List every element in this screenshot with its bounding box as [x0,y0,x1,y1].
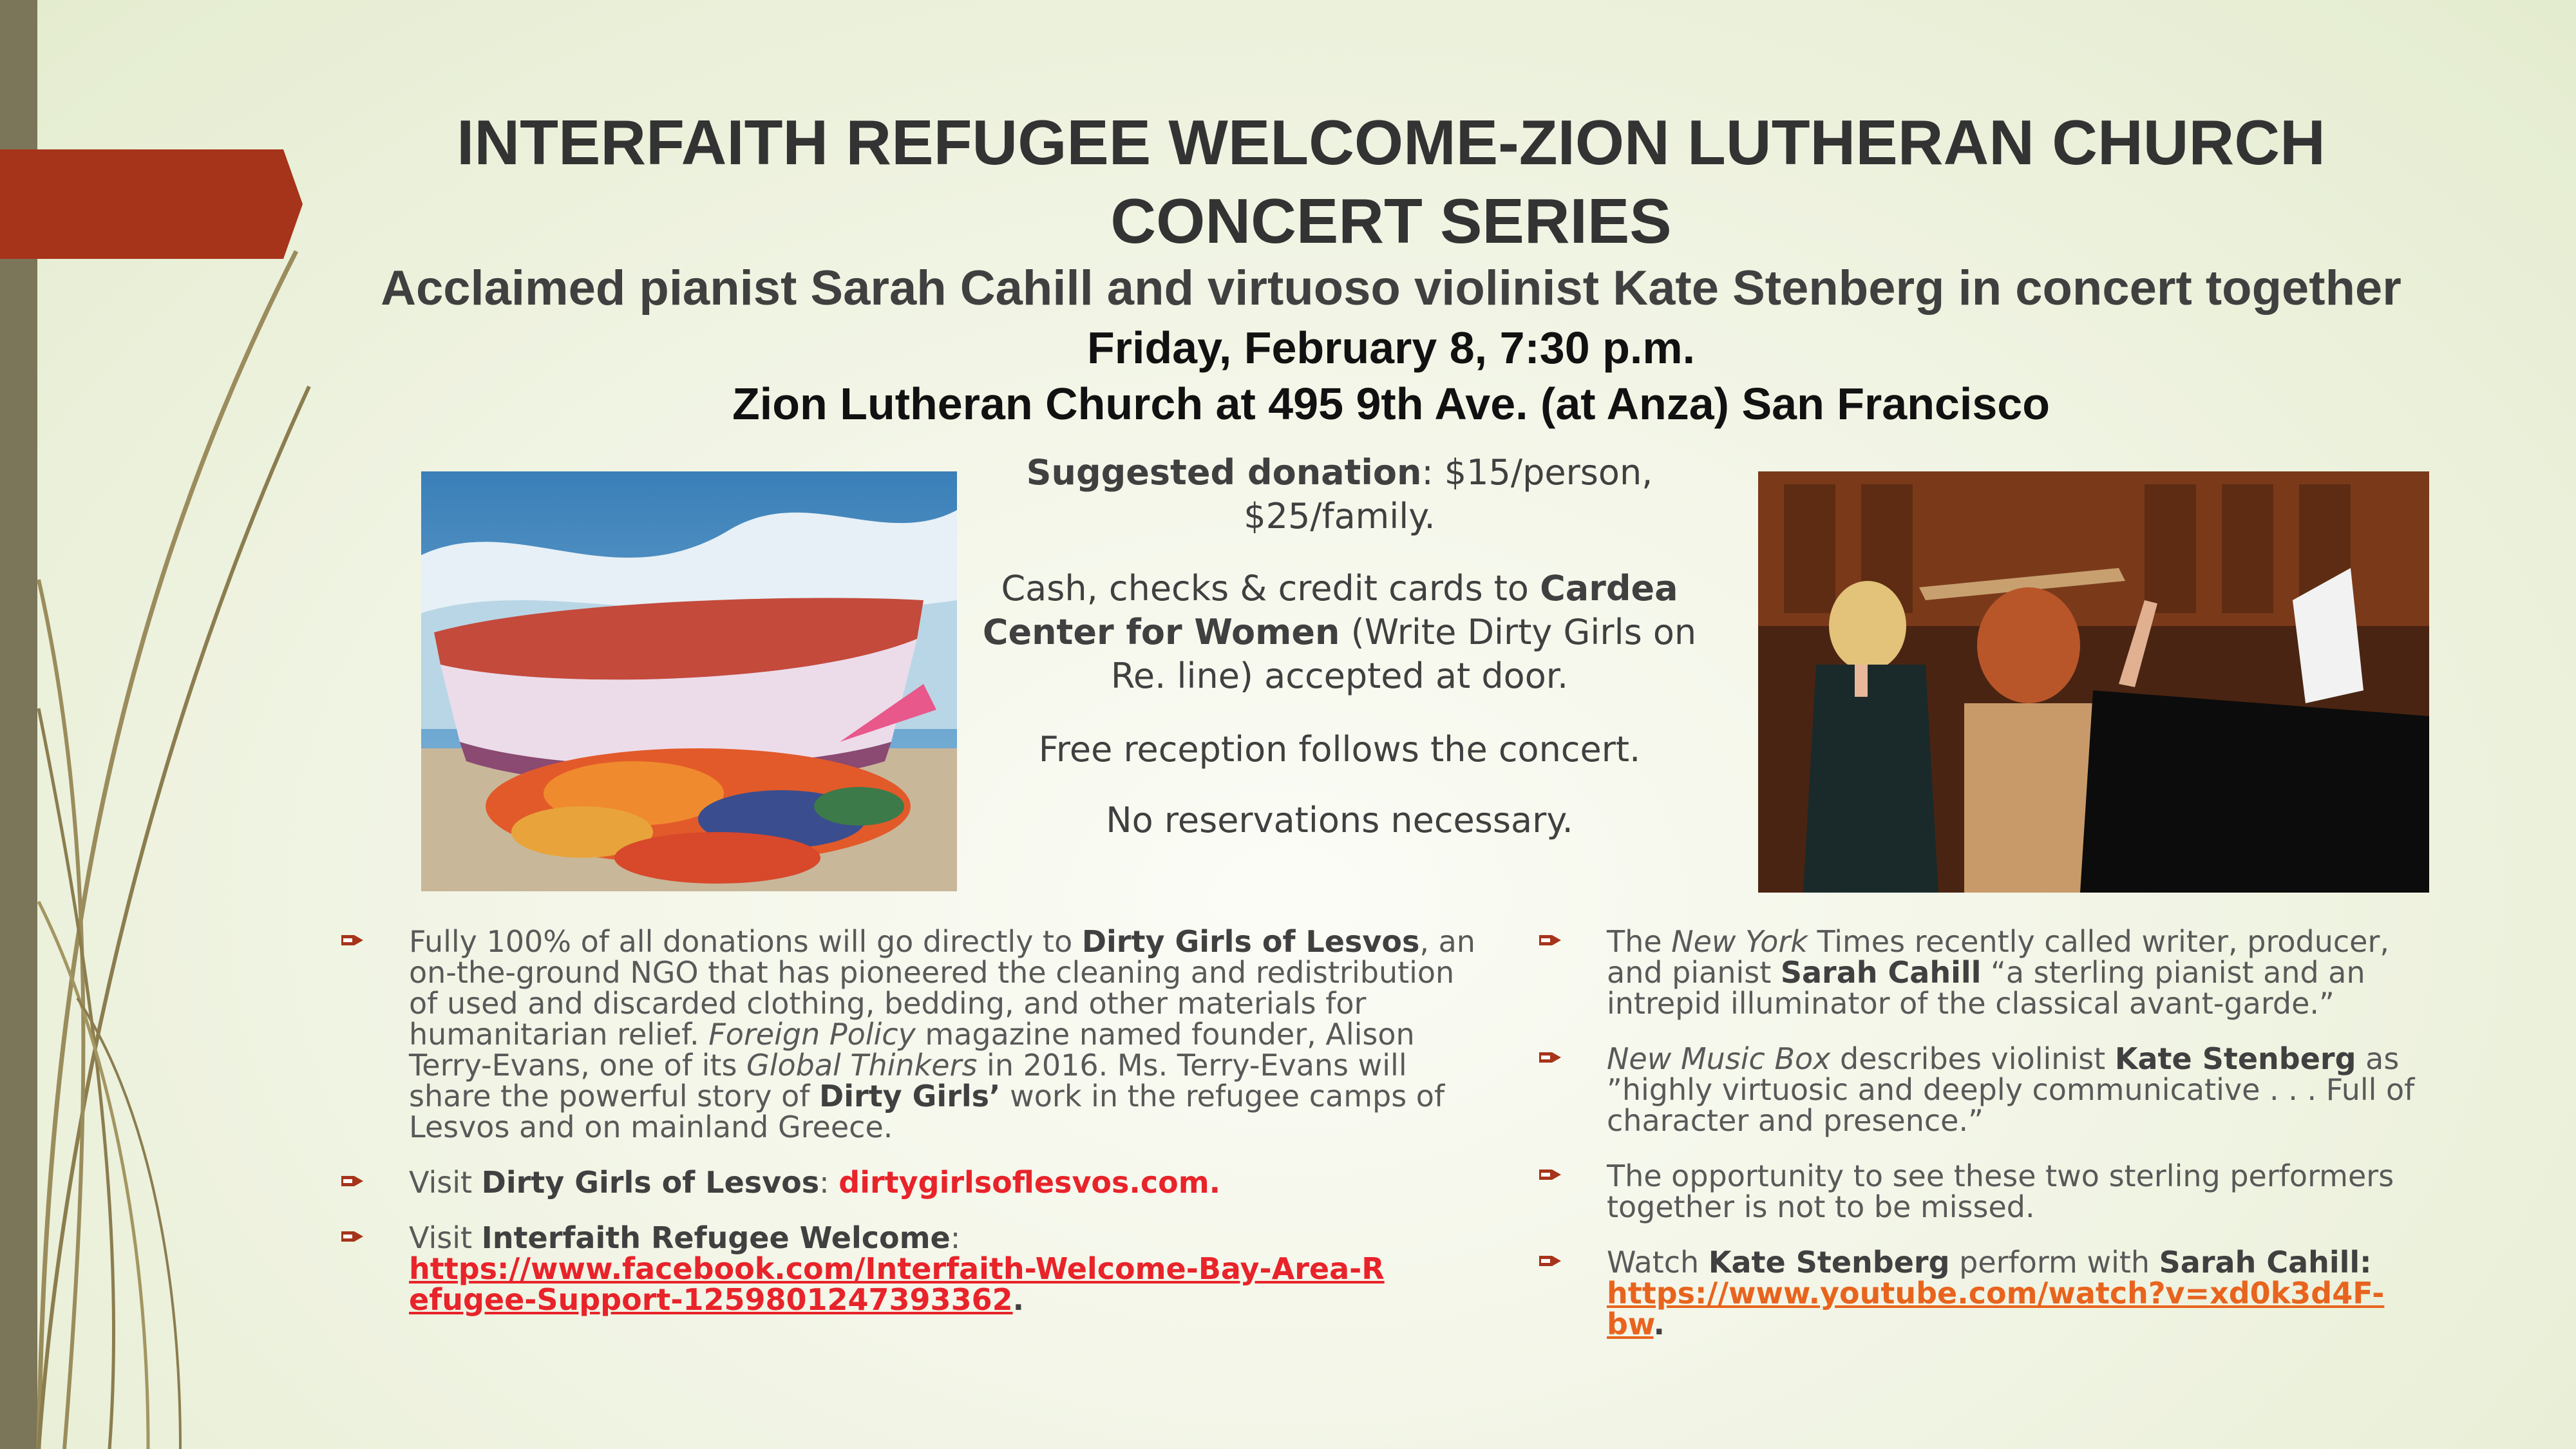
dirtygirls-link[interactable]: dirtygirlsoflesvos.com. [838,1165,1221,1200]
reservations-info: No reservations necessary. [1106,800,1573,840]
event-venue: Zion Lutheran Church at 495 9th Ave. (at Anza) San Francisco [732,379,2050,429]
arrow-bullet-icon [341,1173,363,1189]
arrow-bullet-icon [1539,1167,1561,1182]
accent-arrow-shape [0,149,303,259]
page-title: INTERFAITH REFUGEE WELCOME-ZION LUTHERAN CHURCH CONCERT SERIES [457,107,2325,256]
arrow-bullet-icon [1539,1253,1561,1269]
list-item: Visit Interfaith Refugee Welcome: https://www.facebook.com/Interfaith-Welcome-Bay-Area-Refugee-Support-1259801247393362. [341,1222,1488,1315]
payment-info: Cash, checks & credit cards to Cardea Center for Women (Write Dirty Girls on Re. line) accepted at door. [982,568,1697,696]
arrow-bullet-icon [341,933,363,948]
facebook-link[interactable]: https://www.facebook.com/Interfaith-Welcome-Bay-Area-Refugee-Support-1259801247393362 [409,1251,1385,1317]
list-item: New Music Box describes violinist Kate Stenberg as ”highly virtuosic and deeply communicative . . . Full of character and presence.” [1539,1043,2441,1136]
list-item: Watch Kate Stenberg perform with Sarah Cahill: https://www.youtube.com/watch?v=xd0k3d4F-bw. [1539,1247,2441,1340]
list-item: The New York Times recently called writer, producer, and pianist Sarah Cahill “a sterling pianist and an intrepid illuminator of the classical avant-garde.” [1539,926,2441,1019]
event-date: Friday, February 8, 7:30 p.m. [1086,323,1696,373]
arrow-bullet-icon [341,1229,363,1244]
arrow-bullet-icon [1539,1050,1561,1065]
donation-info: Suggested donation: $15/person, $25/family. [1026,452,1653,536]
left-bullet-list [341,926,1488,1315]
youtube-link[interactable]: https://www.youtube.com/watch?v=xd0k3d4F-bw [1607,1276,2385,1341]
list-item: The opportunity to see these two sterling performers together is not to be missed. [1539,1160,2441,1222]
list-item: Fully 100% of all donations will go directly to Dirty Girls of Lesvos, an on-the-ground NGO that has pioneered the cleaning and redistribution of used and discarded clothing, bedding, and other materials for humanitarian relief. Foreign Policy magazine named founder, Alison Terry-Evans, one of its Global Thinkers in 2016. Ms. Terry-Evans will share the powerful story of Dirty Girls’ work in the refugee camps of Lesvos and on mainland Greece. [341,926,1488,1142]
list-item: Visit Dirty Girls of Lesvos: dirtygirlsoflesvos.com. [341,1167,1488,1198]
right-bullet-list [1539,926,2441,1340]
subtitle: Acclaimed pianist Sarah Cahill and virtuoso violinist Kate Stenberg in concert together [381,261,2401,316]
refugee-boat-photo [421,471,957,891]
arrow-bullet-icon [1539,933,1561,948]
reception-info: Free reception follows the concert. [1038,729,1641,770]
musicians-photo [1758,471,2429,893]
